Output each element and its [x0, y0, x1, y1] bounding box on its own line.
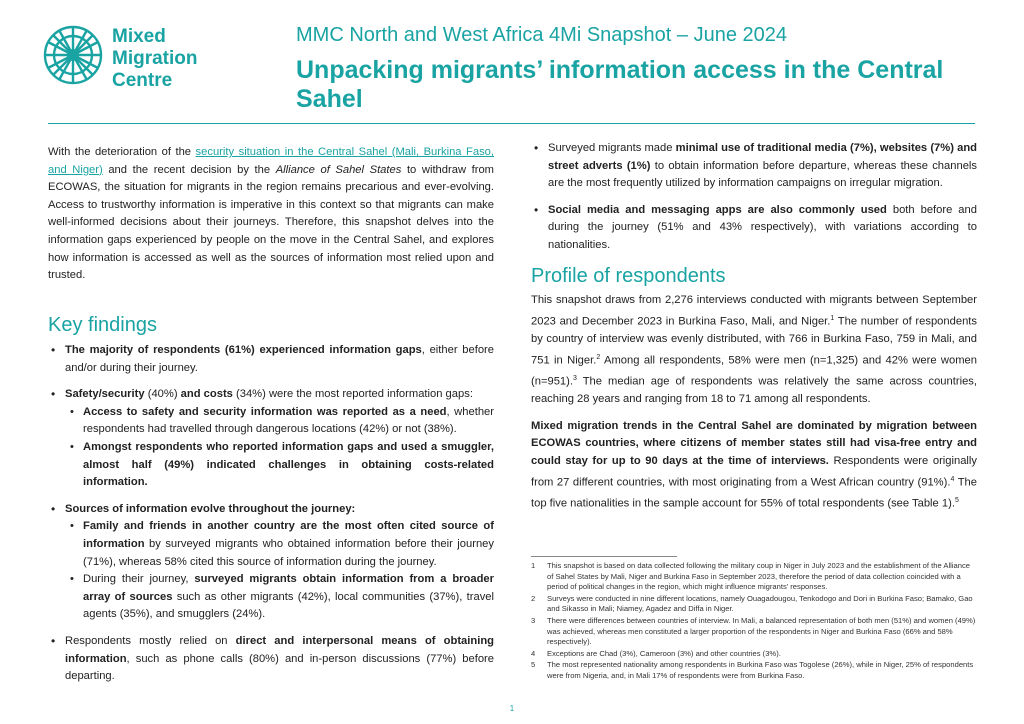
list-item — [48, 501, 494, 624]
page-number: 1 — [509, 704, 515, 713]
finding-2-bold-a: Safety/security — [65, 388, 145, 401]
list-item — [531, 140, 977, 193]
list-item — [48, 342, 494, 377]
footnote-text: There were differences between countries of interview. In Mali, a balanced representation of both men (51%) and women (49%) was achieved, whereas men constituted a larger proportion of the respondents in Niger and Burkina Faso (66% and 58% respectively). — [547, 615, 976, 647]
finding-3-sub-2-text: such as other migrants (42%), local communities (37%), travel agents (35%), and smugglers (24%). — [83, 590, 494, 621]
sub-list-item — [65, 404, 494, 439]
finding-3-sub-2-pre: During their journey, — [83, 573, 195, 586]
logo-line-1: Mixed — [112, 26, 166, 47]
footnote-item — [531, 616, 977, 648]
footnote-ref-5[interactable]: 5 — [954, 496, 959, 504]
finding-2-bold-b: and costs — [180, 388, 233, 401]
footnote-divider — [531, 556, 677, 557]
finding-2-text-a: (40%) — [144, 388, 181, 401]
footnote-ref-3[interactable]: 3 — [572, 374, 577, 382]
footnotes — [531, 561, 977, 683]
profile-paragraph-2 — [531, 418, 977, 513]
header-divider — [48, 123, 975, 124]
list-item — [48, 633, 494, 686]
right-finding-1-pre: Surveyed migrants made — [548, 142, 676, 154]
profile-p1-c: Among all respondents, 58% were men (n=1,325) and 42% were women (n=951). — [531, 354, 977, 388]
footnote-text: Exceptions are Chad (3%), Cameroon (3%) and other countries (3%). — [547, 648, 781, 658]
finding-2-sub-2-bold: Amongst respondents who reported information gaps and used a smuggler, almost half (49%) indicated challenges in obtaining costs-related information. — [83, 440, 494, 489]
footnote-number: 1 — [531, 561, 536, 570]
intro-text-1: With the deterioration of the — [48, 146, 196, 158]
footnote-item — [531, 594, 977, 615]
alliance-name: Alliance of Sahel States — [275, 163, 402, 176]
footnote-number: 2 — [531, 593, 536, 603]
right-finding-2-bold: Social media and messaging apps are also commonly used — [548, 203, 887, 216]
finding-2-sub-1-text: , whether respondents had travelled through dangerous locations (42%) or not (38%). — [83, 405, 494, 436]
finding-4-pre: Respondents mostly relied on — [65, 634, 236, 647]
footnote-ref-2[interactable]: 2 — [596, 353, 601, 361]
footnote-number: 5 — [531, 660, 536, 670]
intro-text-3: to withdraw from ECOWAS, the situation for migrants in the region remains precarious and ever-evolving. Access to trustworthy information is imperative in this context so that migrants can make well-informed decisions about their journeys. Therefore, this snapshot delves into the information gaps experienced by people on the move in the Central Sahel, and explores how information is accessed as well as the sources of information most relied upon and trusted. — [48, 163, 495, 282]
profile-heading: Profile of respondents — [531, 265, 726, 287]
logo-line-2: Migration — [112, 48, 198, 69]
key-findings-list — [48, 342, 494, 695]
footnote-ref-1[interactable]: 1 — [830, 314, 835, 322]
footnote-item — [531, 561, 977, 593]
page-title: Unpacking migrants’ information access in the Central Sahel — [296, 56, 944, 113]
finding-3-sub-1-bold: Family and friends in another country are the most often cited source of information — [83, 520, 494, 550]
profile-p1-b: The number of respondents by country of interview was evenly distributed, with 766 in Burkina Faso, 759 in Mali, and 751 in Niger. — [531, 315, 977, 367]
key-findings-heading: Key findings — [48, 314, 157, 336]
finding-3-sub-2-bold: surveyed migrants obtain information from a broader array of sources — [83, 573, 494, 603]
intro-paragraph — [48, 144, 494, 285]
finding-3-sub-1-text: by surveyed migrants who obtained information before their journey (71%), whereas 58% cited this source of information during the journey. — [83, 537, 494, 568]
finding-4-text: , such as phone calls (80%) and in-person discussions (77%) before departing. — [65, 652, 494, 683]
right-finding-1-bold: minimal use of traditional media (7%), websites (7%) and street adverts (1%) — [548, 142, 977, 172]
security-situation-link[interactable]: security situation in the Central Sahel (Mali, Burkina Faso, and Niger) — [48, 146, 495, 176]
logo-line-3: Centre — [112, 70, 173, 91]
logo-wordmark — [112, 26, 198, 92]
right-finding-2-text: both before and during the journey (51% and 43% respectively), with variations according to nationalities. — [548, 203, 977, 251]
right-findings-list — [531, 140, 977, 264]
footnote-number: 3 — [531, 615, 536, 625]
finding-2-sub-1-bold: Access to safety and security information was reported as a need — [83, 405, 447, 418]
profile-p1-a: This snapshot draws from 2,276 interviews conducted with migrants between September 2023 and December 2023 in Burkina Faso, Mali, and Niger. — [531, 294, 977, 328]
footnote-text: The most represented nationality among respondents in Burkina Faso was Togolese (26%), while in Niger, 25% of respondents were from Nigeria, and, in Mali 17% of respondents were from Burkina Faso. — [547, 660, 974, 680]
finding-1-bold: The majority of respondents (61%) experienced information gaps — [65, 344, 422, 356]
sub-list-item — [65, 439, 494, 492]
finding-1-text: , either before and/or during their journey. — [65, 344, 494, 374]
footnote-text: Surveys were conducted in nine different locations, namely Ouagadougou, Tenkodogo and Dori in Burkina Faso; Bamako, Gao and Sikasso in Mali; Niamey, Agadez and Diffa in Niger. — [547, 593, 973, 614]
footnote-item — [531, 660, 977, 681]
finding-2-text-b: (34%) were the most reported information gaps: — [232, 388, 473, 401]
profile-p2-bold: Mixed migration trends in the Central Sahel are dominated by migration between ECOWAS countries, where citizens of member states still had visa-free entry and could stay for up to 90 days at the time of interviews. — [531, 419, 977, 467]
list-item — [531, 202, 977, 255]
finding-4-bold: direct and interpersonal means of obtaining information — [65, 634, 494, 665]
report-kicker: MMC North and West Africa 4Mi Snapshot – June 2024 — [296, 24, 787, 46]
footnote-ref-4[interactable]: 4 — [950, 475, 955, 483]
profile-section — [531, 292, 977, 522]
sub-list-item — [65, 571, 494, 624]
profile-paragraph-1 — [531, 292, 977, 409]
footnote-item — [531, 649, 977, 660]
footnote-text: This snapshot is based on data collected following the military coup in Niger in July 2023 and the establishment of the Alliance of Sahel States by Mali, Niger and Burkina Faso in September 2023, therefore the period of data collection coincided with a period of political changes in the region, which might influence migrants’ responses. — [547, 561, 970, 592]
right-finding-1-text: to obtain information before departure, whereas these channels are the most frequently utilized by information campaigns on irregular migration. — [548, 159, 977, 190]
list-item — [48, 386, 494, 492]
profile-p1-d: The median age of respondents was relatively the same across countries, reaching 28 years and ranging from 18 to 71 among all respondents. — [531, 375, 977, 406]
sub-list-item — [65, 518, 494, 571]
profile-p2-b: The top five nationalities in the sample account for 55% of total respondents (see Table 1). — [531, 476, 977, 510]
finding-3-bold: Sources of information evolve throughout the journey: — [65, 502, 356, 515]
intro-text-2: and the recent decision by the — [102, 163, 276, 176]
footnote-number: 4 — [531, 648, 536, 658]
profile-p2-a: Respondents were originally from 27 different countries, with most originating from a West African country (91%). — [531, 454, 977, 489]
